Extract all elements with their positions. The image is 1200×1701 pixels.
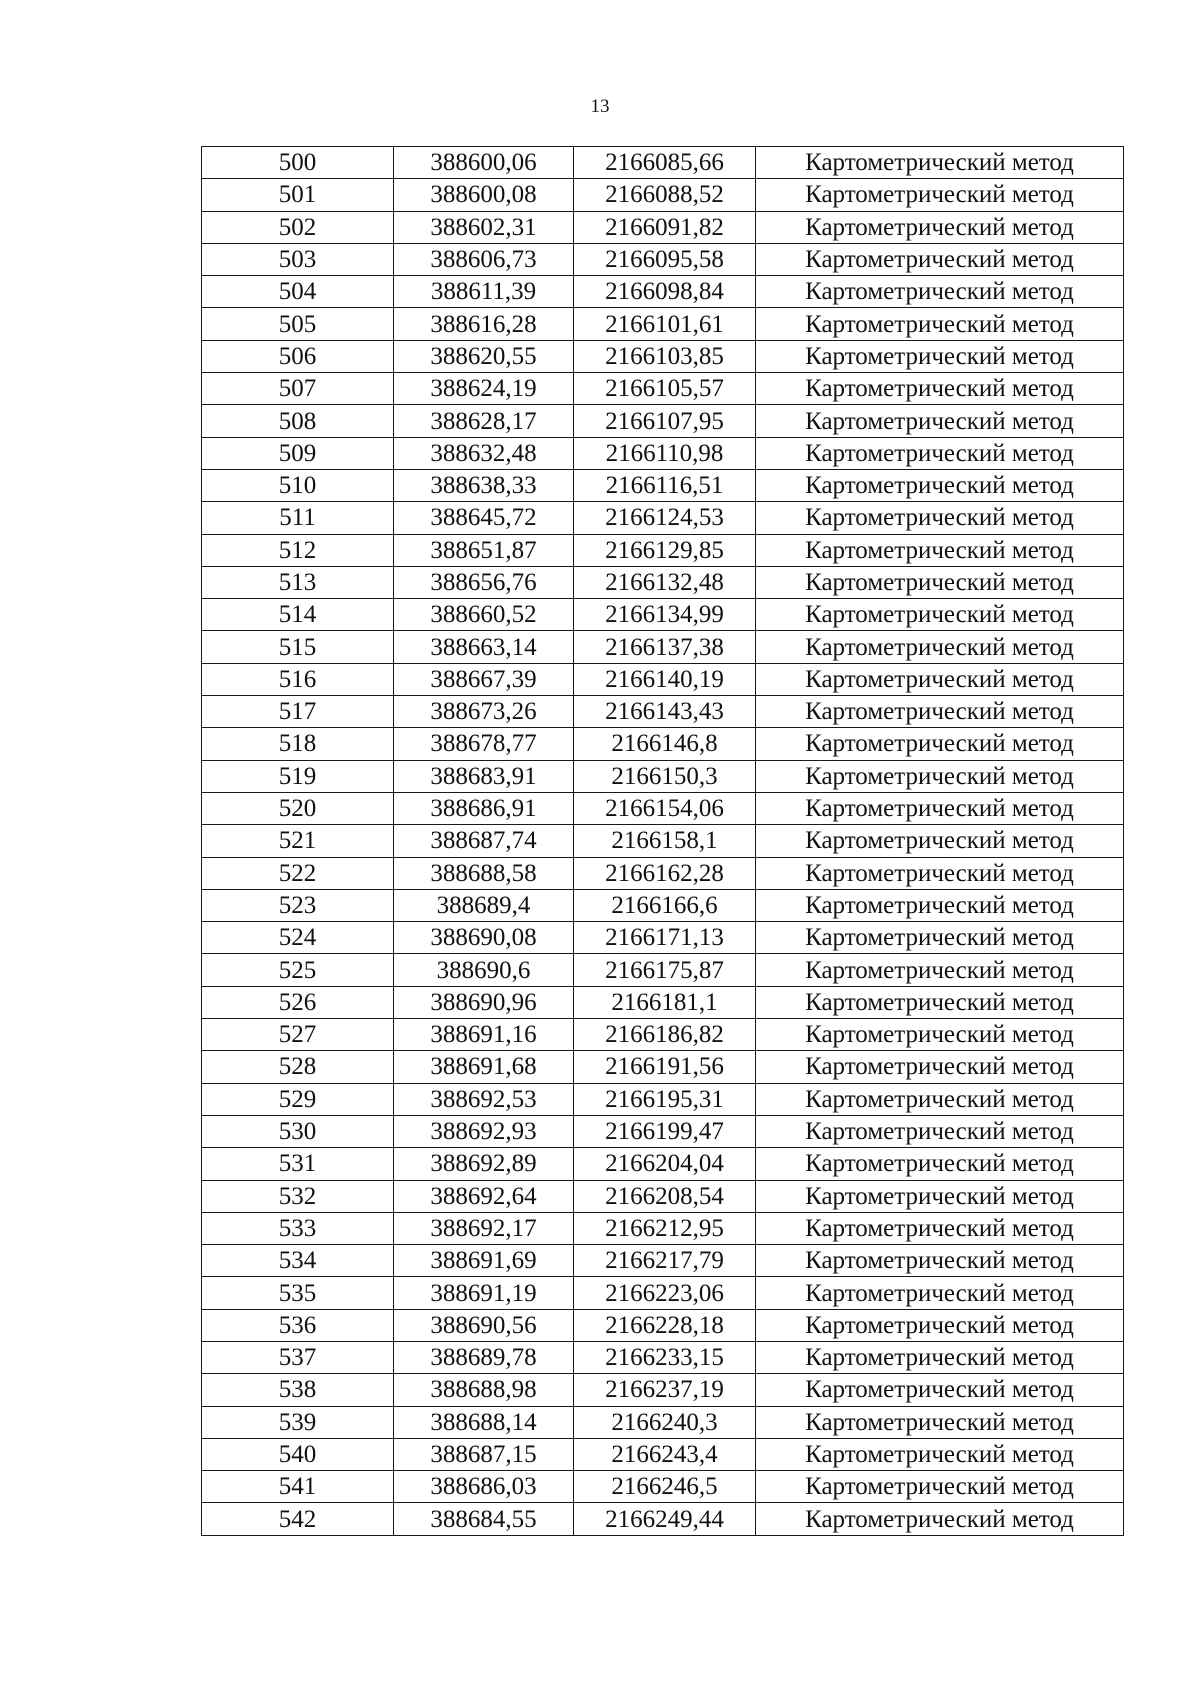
table-row <box>202 631 1124 663</box>
y-coordinate-cell: 2166175,87 <box>574 954 756 986</box>
point-number-cell: 511 <box>202 502 394 534</box>
point-number-cell: 500 <box>202 147 394 179</box>
point-number-cell: 537 <box>202 1341 394 1373</box>
point-number-cell: 505 <box>202 308 394 340</box>
x-coordinate-cell: 388692,53 <box>394 1083 574 1115</box>
point-number-cell: 534 <box>202 1245 394 1277</box>
x-coordinate-cell: 388667,39 <box>394 663 574 695</box>
x-coordinate-cell: 388600,08 <box>394 179 574 211</box>
method-cell: Картометрический метод <box>756 1309 1124 1341</box>
x-coordinate-cell: 388684,55 <box>394 1503 574 1535</box>
table-row <box>202 760 1124 792</box>
method-cell: Картометрический метод <box>756 1180 1124 1212</box>
x-coordinate-cell: 388692,17 <box>394 1212 574 1244</box>
y-coordinate-cell: 2166154,06 <box>574 792 756 824</box>
point-number-cell: 516 <box>202 663 394 695</box>
y-coordinate-cell: 2166116,51 <box>574 469 756 501</box>
method-cell: Картометрический метод <box>756 1019 1124 1051</box>
point-number-cell: 535 <box>202 1277 394 1309</box>
method-cell: Картометрический метод <box>756 437 1124 469</box>
table-row <box>202 243 1124 275</box>
method-cell: Картометрический метод <box>756 1115 1124 1147</box>
x-coordinate-cell: 388620,55 <box>394 340 574 372</box>
y-coordinate-cell: 2166243,4 <box>574 1438 756 1470</box>
y-coordinate-cell: 2166233,15 <box>574 1341 756 1373</box>
table-row <box>202 1212 1124 1244</box>
table-row <box>202 437 1124 469</box>
method-cell: Картометрический метод <box>756 373 1124 405</box>
method-cell: Картометрический метод <box>756 728 1124 760</box>
table-row <box>202 1148 1124 1180</box>
method-cell: Картометрический метод <box>756 954 1124 986</box>
y-coordinate-cell: 2166101,61 <box>574 308 756 340</box>
method-cell: Картометрический метод <box>756 502 1124 534</box>
method-cell: Картометрический метод <box>756 760 1124 792</box>
y-coordinate-cell: 2166085,66 <box>574 147 756 179</box>
method-cell: Картометрический метод <box>756 1148 1124 1180</box>
method-cell: Картометрический метод <box>756 1245 1124 1277</box>
y-coordinate-cell: 2166103,85 <box>574 340 756 372</box>
method-cell: Картометрический метод <box>756 792 1124 824</box>
point-number-cell: 530 <box>202 1115 394 1147</box>
method-cell: Картометрический метод <box>756 534 1124 566</box>
y-coordinate-cell: 2166091,82 <box>574 211 756 243</box>
point-number-cell: 542 <box>202 1503 394 1535</box>
y-coordinate-cell: 2166204,04 <box>574 1148 756 1180</box>
y-coordinate-cell: 2166137,38 <box>574 631 756 663</box>
point-number-cell: 510 <box>202 469 394 501</box>
x-coordinate-cell: 388673,26 <box>394 696 574 728</box>
table-row <box>202 566 1124 598</box>
x-coordinate-cell: 388678,77 <box>394 728 574 760</box>
table-row <box>202 211 1124 243</box>
table-row <box>202 340 1124 372</box>
y-coordinate-cell: 2166240,3 <box>574 1406 756 1438</box>
x-coordinate-cell: 388690,96 <box>394 986 574 1018</box>
point-number-cell: 501 <box>202 179 394 211</box>
point-number-cell: 541 <box>202 1471 394 1503</box>
x-coordinate-cell: 388645,72 <box>394 502 574 534</box>
point-number-cell: 504 <box>202 276 394 308</box>
x-coordinate-cell: 388616,28 <box>394 308 574 340</box>
point-number-cell: 536 <box>202 1309 394 1341</box>
table-row <box>202 405 1124 437</box>
x-coordinate-cell: 388606,73 <box>394 243 574 275</box>
method-cell: Картометрический метод <box>756 663 1124 695</box>
table-row <box>202 1438 1124 1470</box>
table-row <box>202 1277 1124 1309</box>
y-coordinate-cell: 2166181,1 <box>574 986 756 1018</box>
table-row <box>202 1019 1124 1051</box>
point-number-cell: 533 <box>202 1212 394 1244</box>
table-row <box>202 857 1124 889</box>
page-number: 13 <box>590 96 610 117</box>
table-row <box>202 1115 1124 1147</box>
method-cell: Картометрический метод <box>756 1374 1124 1406</box>
x-coordinate-cell: 388687,15 <box>394 1438 574 1470</box>
table-row <box>202 954 1124 986</box>
table-row <box>202 308 1124 340</box>
x-coordinate-cell: 388624,19 <box>394 373 574 405</box>
method-cell: Картометрический метод <box>756 469 1124 501</box>
y-coordinate-cell: 2166217,79 <box>574 1245 756 1277</box>
point-number-cell: 522 <box>202 857 394 889</box>
point-number-cell: 515 <box>202 631 394 663</box>
method-cell: Картометрический метод <box>756 243 1124 275</box>
x-coordinate-cell: 388600,06 <box>394 147 574 179</box>
point-number-cell: 518 <box>202 728 394 760</box>
y-coordinate-cell: 2166132,48 <box>574 566 756 598</box>
x-coordinate-cell: 388691,16 <box>394 1019 574 1051</box>
method-cell: Картометрический метод <box>756 147 1124 179</box>
coordinates-table-body <box>202 147 1124 1536</box>
x-coordinate-cell: 388686,91 <box>394 792 574 824</box>
method-cell: Картометрический метод <box>756 889 1124 921</box>
method-cell: Картометрический метод <box>756 405 1124 437</box>
table-row <box>202 1245 1124 1277</box>
y-coordinate-cell: 2166166,6 <box>574 889 756 921</box>
x-coordinate-cell: 388686,03 <box>394 1471 574 1503</box>
method-cell: Картометрический метод <box>756 308 1124 340</box>
y-coordinate-cell: 2166140,19 <box>574 663 756 695</box>
y-coordinate-cell: 2166095,58 <box>574 243 756 275</box>
point-number-cell: 506 <box>202 340 394 372</box>
x-coordinate-cell: 388663,14 <box>394 631 574 663</box>
y-coordinate-cell: 2166129,85 <box>574 534 756 566</box>
point-number-cell: 509 <box>202 437 394 469</box>
table-row <box>202 922 1124 954</box>
point-number-cell: 523 <box>202 889 394 921</box>
y-coordinate-cell: 2166223,06 <box>574 1277 756 1309</box>
method-cell: Картометрический метод <box>756 1341 1124 1373</box>
table-row <box>202 1341 1124 1373</box>
table-row <box>202 825 1124 857</box>
table-row <box>202 147 1124 179</box>
y-coordinate-cell: 2166110,98 <box>574 437 756 469</box>
y-coordinate-cell: 2166134,99 <box>574 599 756 631</box>
table-row <box>202 469 1124 501</box>
method-cell: Картометрический метод <box>756 825 1124 857</box>
table-row <box>202 1083 1124 1115</box>
y-coordinate-cell: 2166150,3 <box>574 760 756 792</box>
y-coordinate-cell: 2166143,43 <box>574 696 756 728</box>
y-coordinate-cell: 2166212,95 <box>574 1212 756 1244</box>
y-coordinate-cell: 2166208,54 <box>574 1180 756 1212</box>
x-coordinate-cell: 388683,91 <box>394 760 574 792</box>
point-number-cell: 531 <box>202 1148 394 1180</box>
coordinates-table <box>201 146 1124 1536</box>
table-row <box>202 599 1124 631</box>
x-coordinate-cell: 388688,98 <box>394 1374 574 1406</box>
point-number-cell: 503 <box>202 243 394 275</box>
table-row <box>202 534 1124 566</box>
method-cell: Картометрический метод <box>756 631 1124 663</box>
y-coordinate-cell: 2166195,31 <box>574 1083 756 1115</box>
method-cell: Картометрический метод <box>756 1212 1124 1244</box>
x-coordinate-cell: 388691,68 <box>394 1051 574 1083</box>
method-cell: Картометрический метод <box>756 986 1124 1018</box>
method-cell: Картометрический метод <box>756 1471 1124 1503</box>
x-coordinate-cell: 388632,48 <box>394 437 574 469</box>
x-coordinate-cell: 388628,17 <box>394 405 574 437</box>
table-row <box>202 1406 1124 1438</box>
table-row <box>202 1180 1124 1212</box>
point-number-cell: 517 <box>202 696 394 728</box>
table-row <box>202 1471 1124 1503</box>
y-coordinate-cell: 2166146,8 <box>574 728 756 760</box>
table-row <box>202 889 1124 921</box>
method-cell: Картометрический метод <box>756 566 1124 598</box>
y-coordinate-cell: 2166162,28 <box>574 857 756 889</box>
method-cell: Картометрический метод <box>756 1277 1124 1309</box>
point-number-cell: 512 <box>202 534 394 566</box>
x-coordinate-cell: 388602,31 <box>394 211 574 243</box>
point-number-cell: 520 <box>202 792 394 824</box>
y-coordinate-cell: 2166088,52 <box>574 179 756 211</box>
point-number-cell: 529 <box>202 1083 394 1115</box>
table-row <box>202 1309 1124 1341</box>
method-cell: Картометрический метод <box>756 1406 1124 1438</box>
table-row <box>202 1374 1124 1406</box>
method-cell: Картометрический метод <box>756 922 1124 954</box>
point-number-cell: 539 <box>202 1406 394 1438</box>
table-row <box>202 696 1124 728</box>
point-number-cell: 508 <box>202 405 394 437</box>
method-cell: Картометрический метод <box>756 276 1124 308</box>
x-coordinate-cell: 388689,4 <box>394 889 574 921</box>
method-cell: Картометрический метод <box>756 1051 1124 1083</box>
y-coordinate-cell: 2166098,84 <box>574 276 756 308</box>
x-coordinate-cell: 388611,39 <box>394 276 574 308</box>
table-row <box>202 1503 1124 1535</box>
x-coordinate-cell: 388691,69 <box>394 1245 574 1277</box>
x-coordinate-cell: 388660,52 <box>394 599 574 631</box>
x-coordinate-cell: 388687,74 <box>394 825 574 857</box>
x-coordinate-cell: 388689,78 <box>394 1341 574 1373</box>
method-cell: Картометрический метод <box>756 1438 1124 1470</box>
method-cell: Картометрический метод <box>756 599 1124 631</box>
x-coordinate-cell: 388692,64 <box>394 1180 574 1212</box>
y-coordinate-cell: 2166105,57 <box>574 373 756 405</box>
point-number-cell: 524 <box>202 922 394 954</box>
point-number-cell: 502 <box>202 211 394 243</box>
table-row <box>202 179 1124 211</box>
y-coordinate-cell: 2166124,53 <box>574 502 756 534</box>
method-cell: Картометрический метод <box>756 340 1124 372</box>
point-number-cell: 507 <box>202 373 394 405</box>
point-number-cell: 519 <box>202 760 394 792</box>
method-cell: Картометрический метод <box>756 1503 1124 1535</box>
point-number-cell: 538 <box>202 1374 394 1406</box>
point-number-cell: 525 <box>202 954 394 986</box>
table-row <box>202 792 1124 824</box>
table-row <box>202 663 1124 695</box>
table-row <box>202 373 1124 405</box>
point-number-cell: 532 <box>202 1180 394 1212</box>
point-number-cell: 514 <box>202 599 394 631</box>
method-cell: Картометрический метод <box>756 857 1124 889</box>
point-number-cell: 527 <box>202 1019 394 1051</box>
point-number-cell: 540 <box>202 1438 394 1470</box>
x-coordinate-cell: 388690,6 <box>394 954 574 986</box>
table-row <box>202 728 1124 760</box>
x-coordinate-cell: 388638,33 <box>394 469 574 501</box>
point-number-cell: 526 <box>202 986 394 1018</box>
y-coordinate-cell: 2166191,56 <box>574 1051 756 1083</box>
x-coordinate-cell: 388688,14 <box>394 1406 574 1438</box>
method-cell: Картометрический метод <box>756 211 1124 243</box>
point-number-cell: 513 <box>202 566 394 598</box>
point-number-cell: 528 <box>202 1051 394 1083</box>
table-row <box>202 986 1124 1018</box>
x-coordinate-cell: 388692,89 <box>394 1148 574 1180</box>
method-cell: Картометрический метод <box>756 696 1124 728</box>
x-coordinate-cell: 388691,19 <box>394 1277 574 1309</box>
x-coordinate-cell: 388651,87 <box>394 534 574 566</box>
y-coordinate-cell: 2166158,1 <box>574 825 756 857</box>
y-coordinate-cell: 2166249,44 <box>574 1503 756 1535</box>
method-cell: Картометрический метод <box>756 1083 1124 1115</box>
table-row <box>202 502 1124 534</box>
y-coordinate-cell: 2166107,95 <box>574 405 756 437</box>
y-coordinate-cell: 2166246,5 <box>574 1471 756 1503</box>
y-coordinate-cell: 2166228,18 <box>574 1309 756 1341</box>
y-coordinate-cell: 2166199,47 <box>574 1115 756 1147</box>
y-coordinate-cell: 2166237,19 <box>574 1374 756 1406</box>
y-coordinate-cell: 2166186,82 <box>574 1019 756 1051</box>
table-row <box>202 276 1124 308</box>
table-row <box>202 1051 1124 1083</box>
method-cell: Картометрический метод <box>756 179 1124 211</box>
point-number-cell: 521 <box>202 825 394 857</box>
y-coordinate-cell: 2166171,13 <box>574 922 756 954</box>
x-coordinate-cell: 388692,93 <box>394 1115 574 1147</box>
x-coordinate-cell: 388690,56 <box>394 1309 574 1341</box>
x-coordinate-cell: 388656,76 <box>394 566 574 598</box>
x-coordinate-cell: 388688,58 <box>394 857 574 889</box>
x-coordinate-cell: 388690,08 <box>394 922 574 954</box>
